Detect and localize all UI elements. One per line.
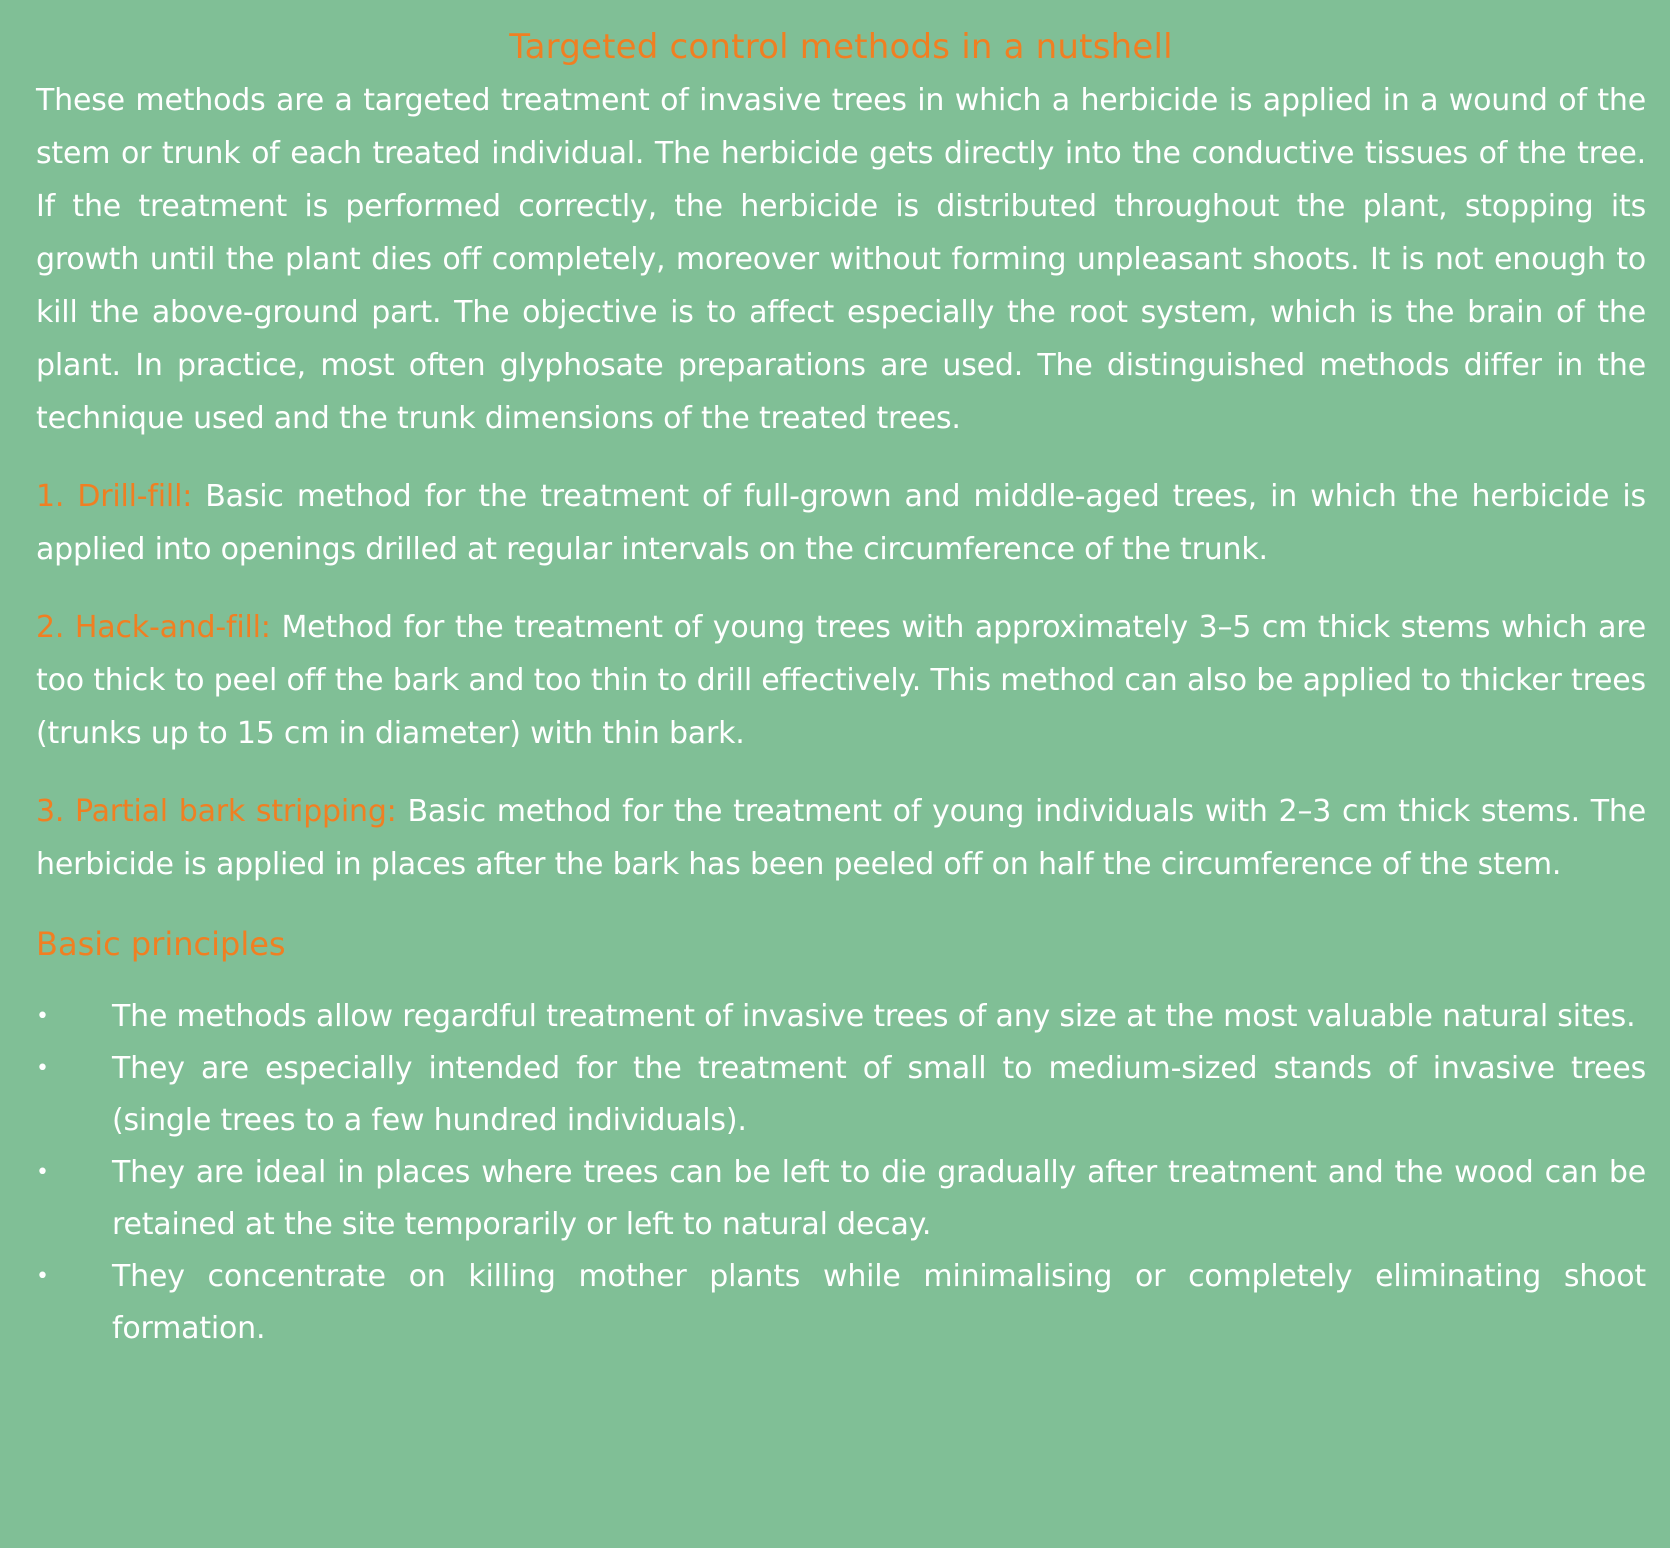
list-item-text: They concentrate on killing mother plants while minimalising or completely eliminating shoot formation.: [112, 1259, 1646, 1346]
list-item: [36, 991, 1646, 1043]
list-item-text: They are ideal in places where trees can be left to die gradually after treatment and the wood can be retained at the site temporarily or left to natural decay.: [112, 1155, 1646, 1242]
list-item-text: The methods allow regardful treatment of invasive trees of any size at the most valuable natural sites.: [112, 999, 1636, 1034]
box-title: Targeted control methods in a nutshell: [509, 27, 1173, 67]
method-text: Basic method for the treatment of full-grown and middle-aged trees, in which the herbicide is applied into openings drilled at regular intervals on the circumference of the trunk.: [36, 479, 1646, 567]
method-drill-fill: [36, 470, 1646, 576]
method-label: 2. Hack-and-fill:: [36, 610, 271, 645]
method-hack-and-fill: [36, 601, 1646, 760]
method-label: 1. Drill-fill:: [36, 479, 193, 514]
list-item: [36, 1251, 1646, 1355]
method-text: Method for the treatment of young trees with approximately 3–5 cm thick stems which are too thick to peel off the bark and too thin to drill effectively. This method can also be applied to thicker trees (trunks up to 15 cm in diameter) with thin bark.: [36, 610, 1647, 751]
list-item: [36, 1043, 1646, 1147]
list-item-text: They are especially intended for the treatment of small to medium-sized stands of invasive trees (single trees to a few hundred individuals).: [112, 1051, 1646, 1138]
bullet-icon: •: [36, 1160, 49, 1185]
method-label: 3. Partial bark stripping:: [36, 794, 397, 829]
list-item: [36, 1147, 1646, 1251]
bullet-icon: •: [36, 1004, 49, 1029]
principles-heading: Basic principles: [36, 925, 286, 963]
bullet-icon: •: [36, 1056, 49, 1081]
bullet-icon: •: [36, 1264, 49, 1289]
principles-list: [36, 991, 1646, 1355]
method-partial-bark-stripping: [36, 785, 1646, 891]
method-text: Basic method for the treatment of young individuals with 2–3 cm thick stems. The herbicide is applied in places after the bark has been peeled off on half the circumference of the stem.: [36, 794, 1646, 882]
intro-paragraph: These methods are a targeted treatment of invasive trees in which a herbicide is applied in a wound of the stem or trunk of each treated individual. The herbicide gets directly into the conductive tissues of the tree. If the treatment is performed correctly, the herbicide is distributed throughout the plant, stopping its growth until the plant dies off completely, moreover without forming unpleasant shoots. It is not enough to kill the above-ground part. The objective is to affect especially the root system, which is the brain of the plant. In practice, most often glyphosate preparations are used. The distinguished methods differ in the technique used and the trunk dimensions of the treated trees.: [36, 83, 1646, 436]
